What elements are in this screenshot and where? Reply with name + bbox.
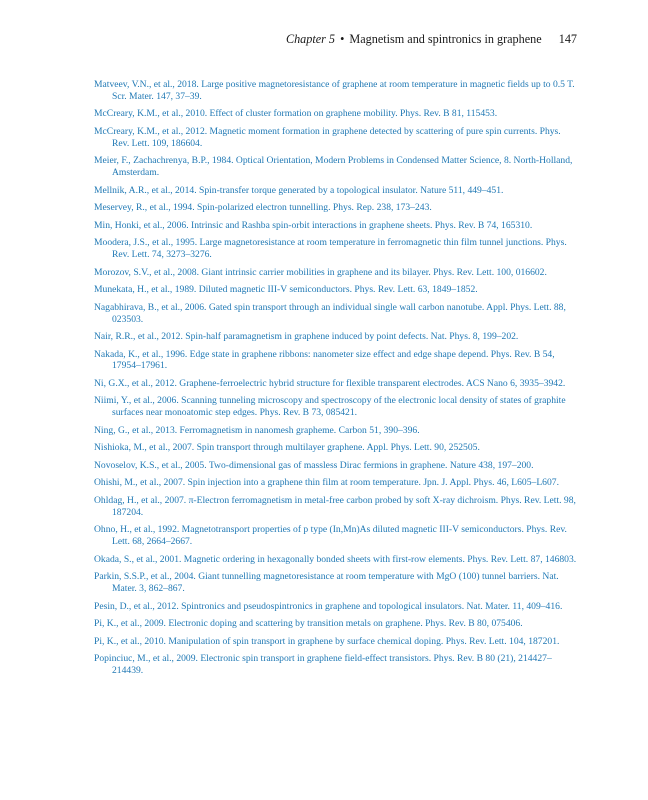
reference-item[interactable]: Nishioka, M., et al., 2007. Spin transport through multilayer graphene. Appl. Phys. Lett. 90, 252505. bbox=[94, 442, 480, 454]
reference-item[interactable]: Nakada, K., et al., 1996. Edge state in graphene ribbons: nanometer size effect and edge shape depend. Phys. Rev. B 54, 17954–17961. bbox=[94, 348, 555, 372]
reference-item[interactable]: Meservey, R., et al., 1994. Spin-polarized electron tunnelling. Phys. Rep. 238, 173–243. bbox=[94, 202, 432, 214]
reference-item[interactable]: Okada, S., et al., 2001. Magnetic ordering in hexagonally bonded sheets with first-row elements. Phys. Rev. Lett. 87, 146803. bbox=[94, 553, 577, 565]
reference-list bbox=[94, 79, 578, 682]
reference-item[interactable]: Pesin, D., et al., 2012. Spintronics and pseudospintronics in graphene and topological insulators. Nat. Mater. 11, 409–416. bbox=[94, 600, 563, 612]
reference-item[interactable]: Ning, G., et al., 2013. Ferromagnetism in nanomesh grapheme. Carbon 51, 390–396. bbox=[94, 424, 420, 436]
reference-item[interactable]: Mellnik, A.R., et al., 2014. Spin-transfer torque generated by a topological insulator. Nature 511, 449–451. bbox=[94, 184, 504, 196]
reference-item[interactable]: Nagabhirava, B., et al., 2006. Gated spin transport through an individual single wall carbon nanotube. Appl. Phys. Lett. 88, 023503. bbox=[94, 301, 566, 325]
reference-item[interactable]: Meier, F., Zachachrenya, B.P., 1984. Optical Orientation, Modern Problems in Condensed Matter Science, 8. North-Holland, Amsterdam. bbox=[94, 155, 573, 179]
reference-item[interactable]: Novoselov, K.S., et al., 2005. Two-dimensional gas of massless Dirac fermions in graphene. Nature 438, 197–200. bbox=[94, 459, 534, 471]
reference-item[interactable]: Ohishi, M., et al., 2007. Spin injection into a graphene thin film at room temperature. Jpn. J. Appl. Phys. 46, L605–L607. bbox=[94, 477, 559, 489]
reference-item[interactable]: Nair, R.R., et al., 2012. Spin-half paramagnetism in graphene induced by point defects. Nat. Phys. 8, 199–202. bbox=[94, 331, 519, 343]
reference-item[interactable]: Morozov, S.V., et al., 2008. Giant intrinsic carrier mobilities in graphene and its bilayer. Phys. Rev. Lett. 100, 016602. bbox=[94, 266, 547, 278]
reference-item[interactable]: McCreary, K.M., et al., 2012. Magnetic moment formation in graphene detected by scattering of pure spin currents. Phys. Rev. Lett. 109, 186604. bbox=[94, 125, 561, 149]
running-header bbox=[286, 32, 577, 47]
reference-item[interactable]: Ohldag, H., et al., 2007. π-Electron ferromagnetism in metal-free carbon probed by soft X-ray dichroism. Phys. Rev. Lett. 98, 187204. bbox=[94, 494, 576, 518]
reference-item[interactable]: Min, Honki, et al., 2006. Intrinsic and Rashba spin-orbit interactions in graphene sheets. Phys. Rev. B 74, 165310. bbox=[94, 219, 533, 231]
reference-item[interactable]: Munekata, H., et al., 1989. Diluted magnetic III-V semiconductors. Phys. Rev. Lett. 63, 1849–1852. bbox=[94, 284, 478, 296]
header-separator: • bbox=[340, 32, 345, 46]
reference-item[interactable]: Matveev, V.N., et al., 2018. Large positive magnetoresistance of graphene at room temperature in magnetic fields up to 0.5 T. Scr. Mater. 147, 37–39. bbox=[94, 79, 575, 102]
reference-item[interactable]: Parkin, S.S.P., et al., 2004. Giant tunnelling magnetoresistance at room temperature with MgO (100) tunnel barriers. Nat. Mater. 3, 862–867. bbox=[94, 571, 559, 595]
reference-item[interactable]: Pi, K., et al., 2010. Manipulation of spin transport in graphene by surface chemical doping. Phys. Rev. Lett. 104, 187201. bbox=[94, 635, 560, 647]
reference-item[interactable]: Popinciuc, M., et al., 2009. Electronic spin transport in graphene field-effect transistors. Phys. Rev. B 80 (21), 214427–214439. bbox=[94, 653, 552, 676]
chapter-label: Chapter 5 bbox=[285, 32, 336, 46]
reference-item[interactable]: Ohno, H., et al., 1992. Magnetotransport properties of p type (In,Mn)As diluted magnetic III-V semiconductors. Phys. Rev. Lett. 68, 2664–2667. bbox=[94, 524, 567, 548]
reference-item[interactable]: Moodera, J.S., et al., 1995. Large magnetoresistance at room temperature in ferromagnetic thin film tunnel junctions. Phys. Rev. Lett. 74, 3273–3276. bbox=[94, 237, 567, 261]
page-number: 147 bbox=[558, 32, 577, 46]
reference-item[interactable]: McCreary, K.M., et al., 2010. Effect of cluster formation on graphene mobility. Phys. Rev. B 81, 115453. bbox=[94, 108, 498, 120]
reference-item[interactable]: Pi, K., et al., 2009. Electronic doping and scattering by transition metals on graphene. Phys. Rev. B 80, 075406. bbox=[94, 618, 523, 630]
chapter-title: Magnetism and spintronics in graphene bbox=[349, 32, 542, 46]
reference-item[interactable]: Ni, G.X., et al., 2012. Graphene-ferroelectric hybrid structure for flexible transparent electrodes. ACS Nano 6, 3935–3942. bbox=[94, 377, 566, 389]
reference-item[interactable]: Niimi, Y., et al., 2006. Scanning tunneling microscopy and spectroscopy of the electronic local density of states of graphite surfaces near monoatomic step edges. Phys. Rev. B 73, 085421. bbox=[94, 395, 566, 419]
